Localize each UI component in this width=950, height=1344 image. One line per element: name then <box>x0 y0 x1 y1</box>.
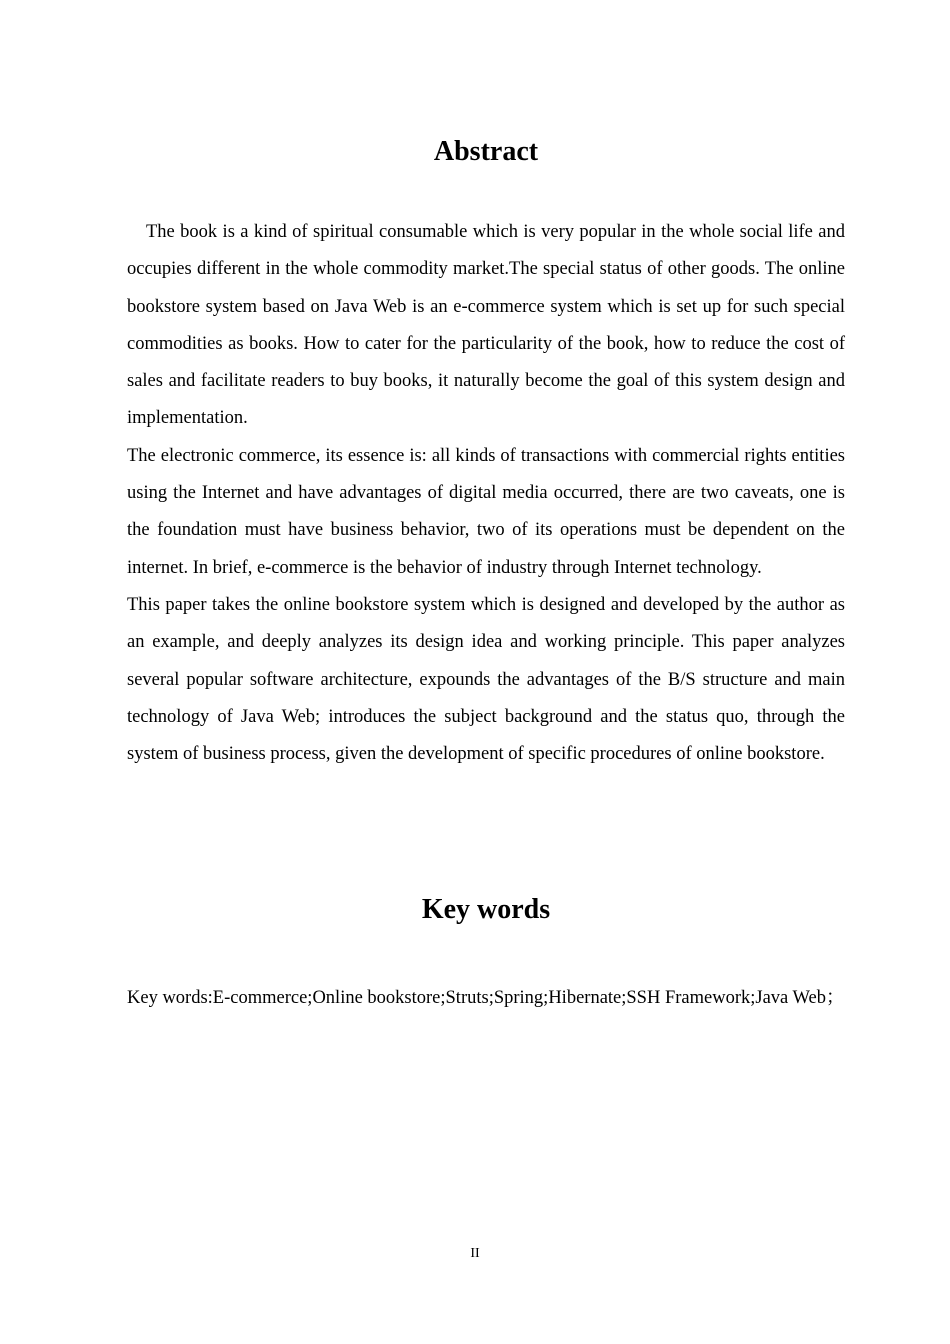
keywords-text: Key words:E-commerce;Online bookstore;Struts;Spring;Hibernate;SSH Framework;Java Web； <box>127 988 845 1008</box>
abstract-body <box>127 214 845 773</box>
abstract-paragraph-2: The electronic commerce, its essence is: all kinds of transactions with commercial rights entities using the Internet and have advantages of digital media occurred, there are two caveats, one is the foundation must have business behavior, two of its operations must be dependent on the internet. In brief, e-commerce is the behavior of industry through Internet technology. <box>127 445 845 578</box>
keywords-body <box>127 980 845 1017</box>
abstract-paragraph-1: The book is a kind of spiritual consumable which is very popular in the whole social life and occupies different in the whole commodity market.The special status of other goods. The online bookstore system based on Java Web is an e-commerce system which is set up for such special commodities as books. How to cater for the particularity of the book, how to reduce the cost of sales and facilitate readers to buy books, it naturally become the goal of this system design and implementation. <box>127 222 845 429</box>
keywords-title: Key words <box>421 894 551 925</box>
abstract-paragraph-3: This paper takes the online bookstore system which is designed and developed by the author as an example, and deeply analyzes its design idea and working principle. This paper analyzes several popular software architecture, expounds the advantages of the B/S structure and main technology of Java Web; introduces the subject background and the status quo, through the system of business process, given the development of specific procedures of online bookstore. <box>127 594 845 765</box>
page-number: II <box>470 1246 480 1261</box>
abstract-title: Abstract <box>433 136 539 167</box>
